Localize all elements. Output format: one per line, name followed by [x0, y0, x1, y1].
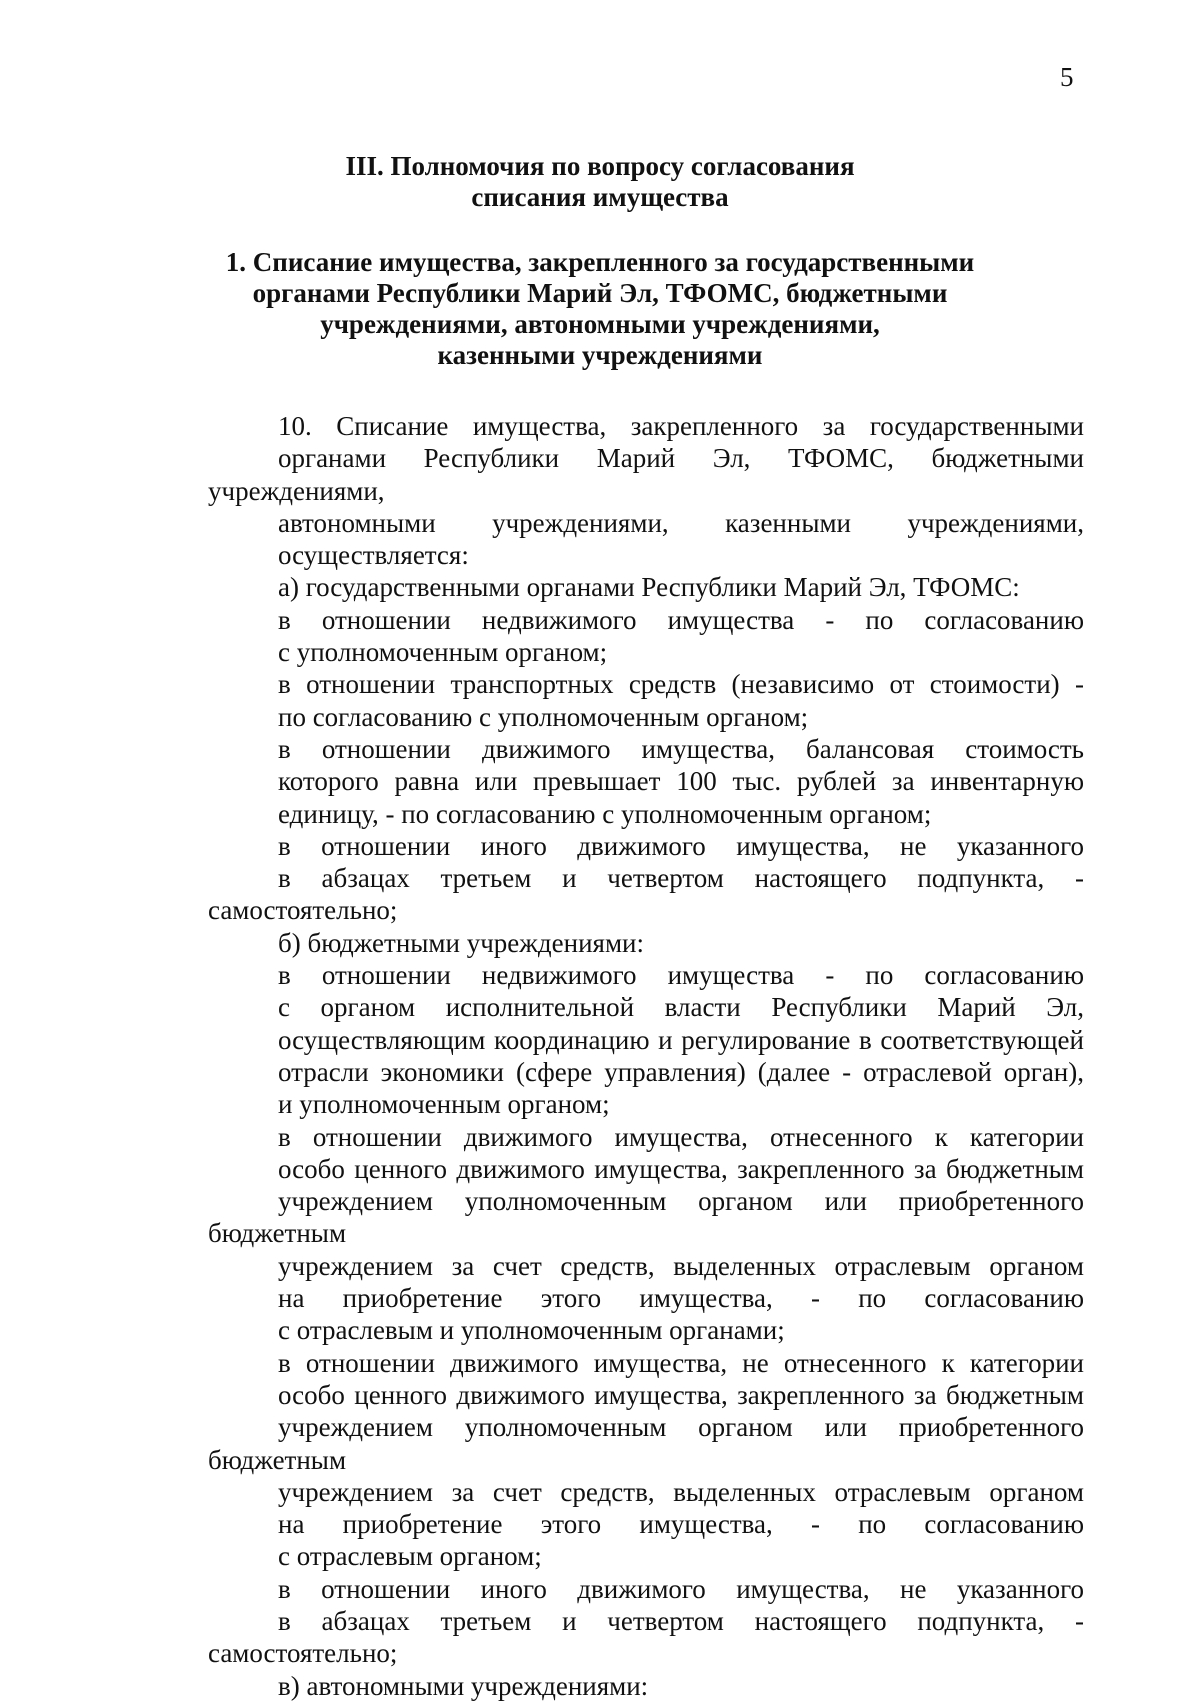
- paragraph: [208, 1670, 1084, 1702]
- paragraph: [208, 927, 1084, 959]
- paragraph-line: в отношении движимого имущества, балансовая стоимость: [278, 733, 1084, 764]
- subsection-title: [0, 247, 1200, 371]
- paragraph-line: в абзацах третьем и четвертом настоящего подпункта, - самостоятельно;: [208, 1605, 1084, 1669]
- paragraph-line: органами Республики Марий Эл, ТФОМС, бюджетными учреждениями,: [208, 443, 1084, 506]
- paragraph-line: единицу, - по согласованию с уполномоченным органом;: [278, 798, 932, 829]
- paragraph: [208, 1121, 1084, 1347]
- paragraph-line: в отношении движимого имущества, отнесенного к категории: [278, 1121, 1084, 1152]
- paragraph-line: учреждением уполномоченным органом или приобретенного бюджетным: [208, 1186, 1084, 1249]
- subsection-title-line: 1. Списание имущества, закрепленного за государственными: [225, 247, 975, 277]
- paragraph-line: учреждением за счет средств, выделенных отраслевым органом: [278, 1476, 1084, 1507]
- paragraph: [208, 830, 1084, 927]
- paragraph-line: в отношении иного движимого имущества, не указанного: [278, 1573, 1084, 1604]
- paragraph-line: осуществляется:: [278, 540, 469, 571]
- paragraph-line: по согласованию с уполномоченным органом;: [278, 701, 809, 732]
- paragraph-line: 10. Списание имущества, закрепленного за государственными: [278, 411, 1084, 441]
- paragraph-line: а) государственными органами Республики Марий Эл, ТФОМС:: [278, 572, 1020, 603]
- paragraph-line: с отраслевым и уполномоченным органами;: [278, 1315, 785, 1346]
- paragraph: [208, 571, 1084, 603]
- paragraph-line: учреждением уполномоченным органом или приобретенного бюджетным: [208, 1412, 1084, 1475]
- paragraph: [208, 668, 1084, 733]
- paragraph-line: в отношении транспортных средств (независимо от стоимости) -: [278, 669, 1084, 700]
- subsection-title-line: казенными учреждениями: [437, 340, 763, 370]
- paragraph-line: с органом исполнительной власти Республики Марий Эл,: [278, 992, 1084, 1023]
- paragraph-line: на приобретение этого имущества, - по согласованию: [278, 1283, 1084, 1314]
- paragraph-line: осуществляющим координацию и регулирование в соответствующей: [278, 1024, 1084, 1055]
- paragraph: [208, 1347, 1084, 1573]
- paragraph-line: в абзацах третьем и четвертом настоящего подпункта, - самостоятельно;: [208, 863, 1084, 926]
- paragraph: [208, 1573, 1084, 1670]
- paragraph: [208, 959, 1084, 1120]
- paragraph-line: в отношении недвижимого имущества - по согласованию: [278, 604, 1084, 635]
- paragraph-line: в отношении движимого имущества, не отнесенного к категории: [278, 1347, 1084, 1378]
- paragraph-line: с уполномоченным органом;: [278, 637, 608, 668]
- paragraph: [208, 733, 1084, 830]
- paragraph-line: в отношении иного движимого имущества, не указанного: [278, 830, 1084, 861]
- page-number: 5: [1060, 62, 1074, 92]
- paragraph: [208, 410, 1084, 571]
- paragraph-line: учреждением за счет средств, выделенных отраслевым органом: [278, 1250, 1084, 1281]
- paragraph-line: которого равна или превышает 100 тыс. рублей за инвентарную: [278, 766, 1084, 797]
- paragraph-line: на приобретение этого имущества, - по согласованию: [278, 1509, 1084, 1540]
- paragraph-line: б) бюджетными учреждениями:: [278, 927, 645, 958]
- section-title-line: III. Полномочия по вопросу согласования: [345, 151, 855, 181]
- paragraph-line: особо ценного движимого имущества, закрепленного за бюджетным: [278, 1379, 1084, 1410]
- section-title-line: списания имущества: [471, 182, 729, 212]
- paragraph: [208, 604, 1084, 669]
- paragraph-line: автономными учреждениями, казенными учреждениями,: [278, 507, 1084, 538]
- paragraph-line: в) автономными учреждениями:: [278, 1670, 649, 1701]
- document-body: [208, 410, 1084, 1702]
- paragraph-line: отрасли экономики (сфере управления) (далее - отраслевой орган),: [278, 1056, 1084, 1087]
- subsection-title-line: органами Республики Марий Эл, ТФОМС, бюджетными: [252, 278, 948, 308]
- paragraph-line: в отношении недвижимого имущества - по согласованию: [278, 960, 1084, 991]
- section-title: [0, 151, 1200, 213]
- paragraph-line: с отраслевым органом;: [278, 1541, 542, 1572]
- paragraph-line: особо ценного движимого имущества, закрепленного за бюджетным: [278, 1153, 1084, 1184]
- paragraph-line: и уполномоченным органом;: [278, 1089, 610, 1120]
- subsection-title-line: учреждениями, автономными учреждениями,: [320, 309, 880, 339]
